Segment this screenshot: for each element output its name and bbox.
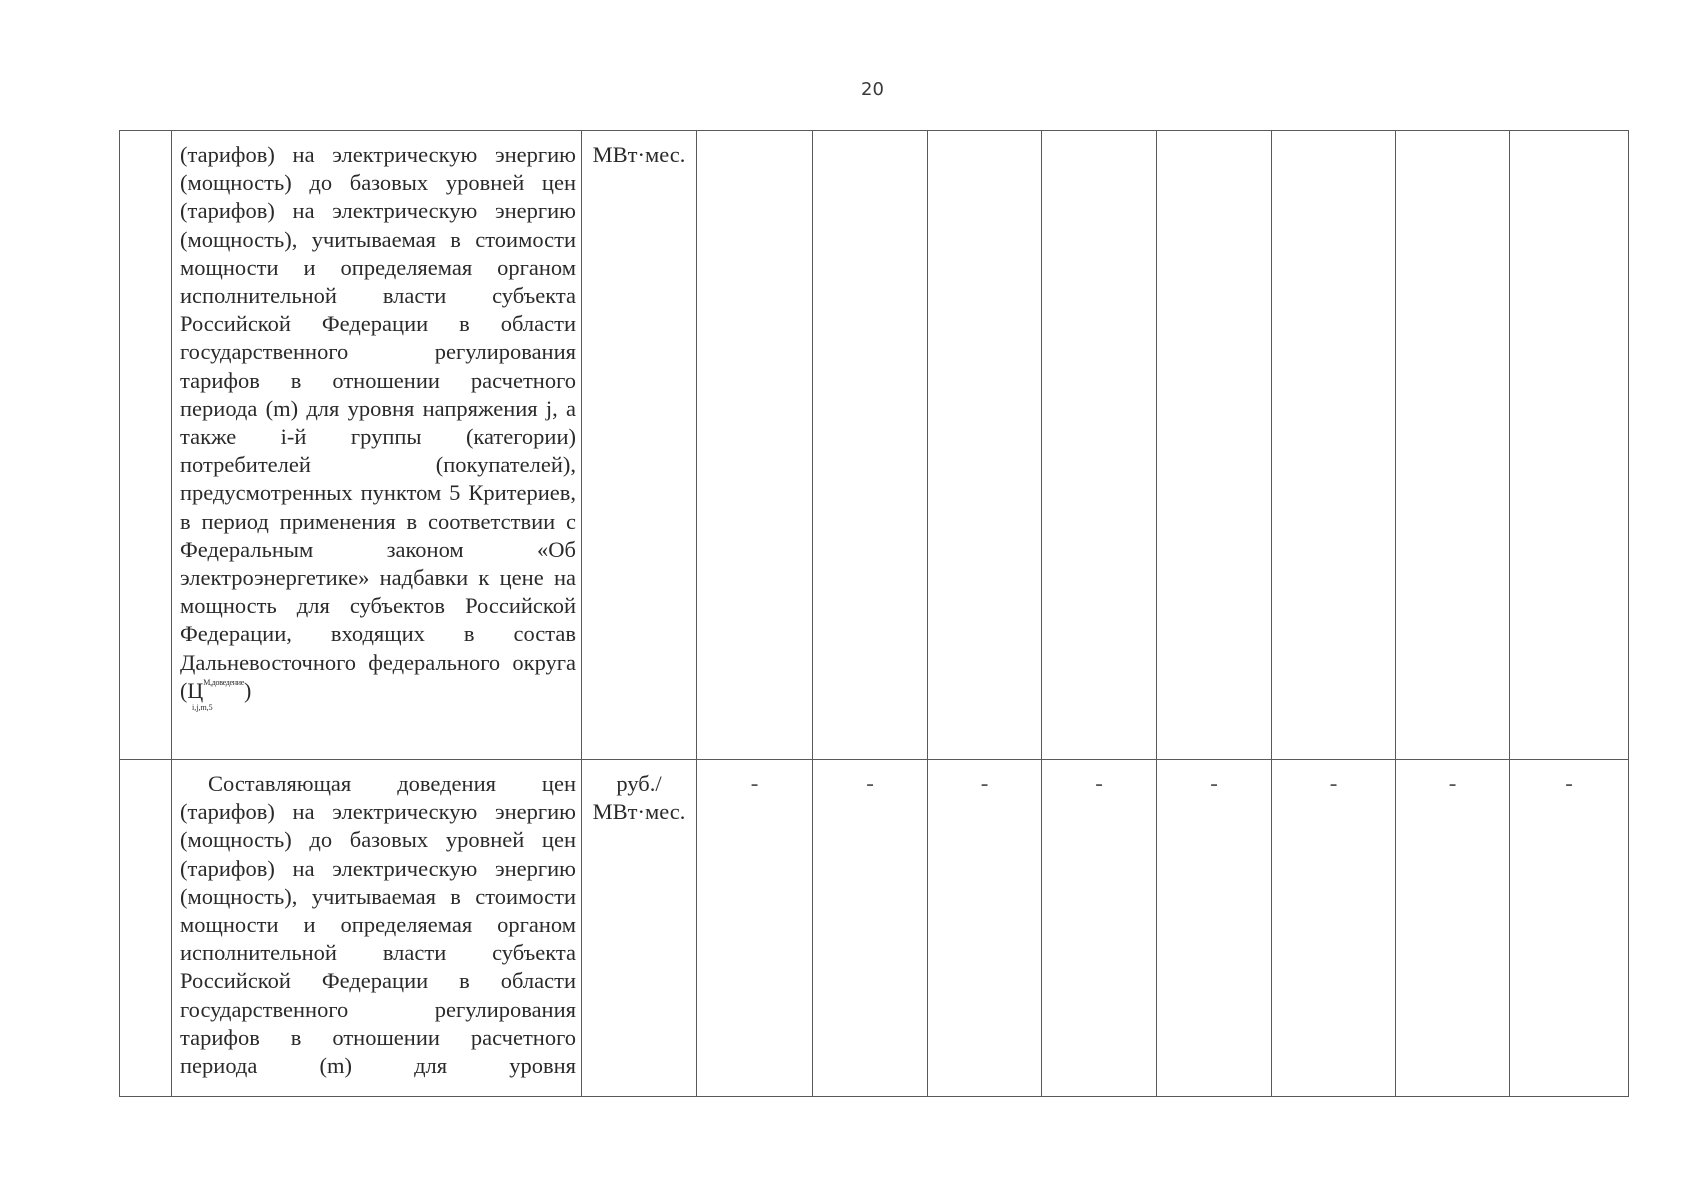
description-text: Составляющая доведения цен (тарифов) на электрическую энергию (мощность) до базовых уровней цен (тарифов) на электрическую энергию (мощность), учитываемая в стоимости мощности и определяемая органом исполнительной власти субъекта Российской Федерации в области государственного регулирования тарифов в отношении расчетного периода (m) для уровня	[180, 771, 576, 1079]
row-number-cell	[120, 760, 172, 1097]
value-cell: -	[1272, 760, 1396, 1097]
table-row	[120, 131, 1629, 760]
value-cell: -	[1157, 760, 1272, 1097]
description-text: (тарифов) на электрическую энергию (мощность) до базовых уровней цен (тарифов) на электрическую энергию (мощность), учитываемая в стоимости мощности и определяемая органом исполнительной власти субъекта Российской Федерации в области государственного регулирования тарифов в отношении расчетного периода (m) для уровня напряжения j, а также i-й группы (категории) потребителей (покупателей), предусмотренных пунктом 5 Критериев, в период применения в соответствии с Федеральным законом «Об электроэнергетике» надбавки к цене на мощность для субъектов Российской Федерации, входящих в состав Дальневосточного федерального округа	[180, 142, 576, 675]
value-cell: -	[928, 760, 1042, 1097]
value-cell	[1272, 131, 1396, 760]
symbol-subscript: i,j,m,5	[192, 702, 213, 712]
symbol-base: Ц	[187, 677, 204, 703]
table-row	[120, 760, 1629, 1097]
value-cell: -	[1042, 760, 1157, 1097]
symbol-paren-close: )	[244, 677, 252, 703]
value-cell	[1510, 131, 1629, 760]
price-symbol	[180, 677, 251, 710]
value-cell	[813, 131, 928, 760]
symbol-superscript: М,доведение	[203, 677, 245, 687]
value-cell: -	[813, 760, 928, 1097]
value-cell: -	[1396, 760, 1510, 1097]
row-number-cell	[120, 131, 172, 760]
value-cell	[1396, 131, 1510, 760]
description-cell	[172, 131, 582, 760]
description-cell	[172, 760, 582, 1097]
symbol-paren-open: (	[180, 677, 188, 703]
value-cell	[697, 131, 813, 760]
unit-cell: руб./ МВт·мес.	[582, 760, 697, 1097]
value-cell: -	[1510, 760, 1629, 1097]
unit-cell: МВт·мес.	[582, 131, 697, 760]
tariff-table	[119, 130, 1629, 1097]
page-number: 20	[861, 79, 884, 100]
value-cell: -	[697, 760, 813, 1097]
value-cell	[928, 131, 1042, 760]
value-cell	[1042, 131, 1157, 760]
value-cell	[1157, 131, 1272, 760]
